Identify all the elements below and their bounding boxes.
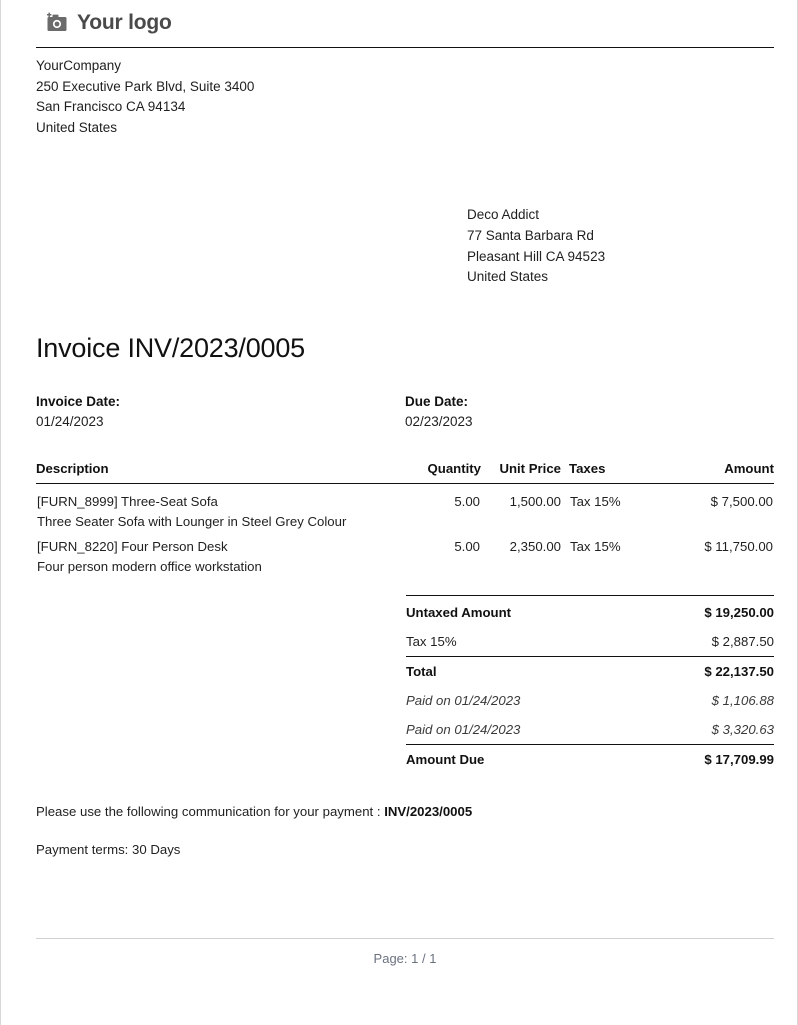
- totals-section: [406, 595, 774, 774]
- line-item-amount: $ 7,500.00: [710, 493, 773, 509]
- due-date-block: [405, 392, 774, 433]
- line-items-body: [36, 483, 774, 575]
- invoice-body: [36, 0, 774, 857]
- payment-label: Paid on 01/24/2023: [406, 721, 521, 737]
- payment-communication-reference: INV/2023/0005: [384, 803, 473, 819]
- table-row: [36, 530, 774, 575]
- payment-communication-note: [36, 802, 774, 822]
- untaxed-amount-value: $ 19,250.00: [635, 595, 774, 627]
- footer-divider: [36, 938, 774, 939]
- payment-value: $ 3,320.63: [711, 721, 774, 737]
- tax-label: Tax 15%: [406, 633, 457, 649]
- date-section: [36, 392, 774, 433]
- column-header-taxes: Taxes: [569, 461, 664, 484]
- line-item-taxes: Tax 15%: [570, 538, 621, 554]
- payment-terms: Payment terms: 30 Days: [36, 841, 181, 857]
- page-title: Invoice INV/2023/0005: [36, 332, 305, 363]
- totals-row-amount-due: [406, 744, 774, 774]
- line-item-name: [FURN_8220] Four Person Desk: [37, 538, 228, 554]
- column-header-unit-price: Unit Price: [481, 461, 569, 484]
- totals-row-payment: [406, 686, 774, 715]
- table-row: [36, 483, 774, 530]
- company-country: United States: [36, 119, 118, 135]
- table-header-row: [36, 461, 774, 484]
- totals-row-untaxed: [406, 595, 774, 627]
- page-number: Page: 1 / 1: [373, 951, 437, 966]
- due-date-value: 02/23/2023: [405, 414, 473, 430]
- totals-row-payment: [406, 715, 774, 745]
- line-item-name: [FURN_8999] Three-Seat Sofa: [37, 493, 218, 509]
- customer-street: 77 Santa Barbara Rd: [467, 227, 594, 243]
- line-item-unit-price: 2,350.00: [509, 538, 561, 554]
- logo-header: [36, 0, 774, 46]
- payment-label: Paid on 01/24/2023: [406, 692, 521, 708]
- invoice-date-label: Invoice Date:: [36, 393, 121, 409]
- line-item-description: [36, 530, 389, 575]
- tax-value: $ 2,887.50: [711, 633, 774, 649]
- total-value: $ 22,137.50: [635, 656, 774, 686]
- logo-text: Your logo: [77, 11, 172, 34]
- payment-value: $ 1,106.88: [711, 692, 774, 708]
- customer-city: Pleasant Hill CA 94523: [467, 248, 606, 264]
- line-item-quantity: 5.00: [454, 493, 480, 509]
- line-item-description: [36, 483, 389, 530]
- column-header-amount: Amount: [664, 461, 774, 484]
- payment-communication-text: Please use the following communication for your payment :: [36, 803, 385, 819]
- line-item-taxes: Tax 15%: [570, 493, 621, 509]
- line-item-subtitle: Three Seater Sofa with Lounger in Steel Grey Colour: [37, 513, 347, 529]
- customer-country: United States: [467, 269, 549, 285]
- customer-name: Deco Addict: [467, 207, 540, 223]
- amount-due-label: Amount Due: [406, 744, 635, 774]
- totals-row-tax: [406, 627, 774, 657]
- column-header-description: Description: [36, 461, 389, 484]
- invoice-date-value: 01/24/2023: [36, 414, 104, 430]
- company-street: 250 Executive Park Blvd, Suite 3400: [36, 78, 255, 94]
- line-item-subtitle: Four person modern office workstation: [37, 558, 262, 574]
- totals-row-total: [406, 656, 774, 686]
- company-address: [36, 56, 774, 138]
- company-city: San Francisco CA 94134: [36, 99, 186, 115]
- camera-image-placeholder-icon: [46, 12, 68, 34]
- line-item-unit-price: 1,500.00: [509, 493, 561, 509]
- untaxed-amount-label: Untaxed Amount: [406, 595, 635, 627]
- line-item-quantity: 5.00: [454, 538, 480, 554]
- company-name: YourCompany: [36, 58, 122, 73]
- total-label: Total: [406, 656, 635, 686]
- invoice-date-block: [36, 392, 405, 433]
- amount-due-value: $ 17,709.99: [635, 744, 774, 774]
- line-item-amount: $ 11,750.00: [704, 538, 773, 554]
- customer-address: [467, 205, 774, 287]
- line-items-table: [36, 461, 774, 575]
- page-footer: [36, 938, 774, 966]
- due-date-label: Due Date:: [405, 393, 469, 409]
- header-divider: [36, 47, 774, 48]
- totals-table: [406, 595, 774, 774]
- column-header-quantity: Quantity: [389, 461, 481, 484]
- line-items-header: [36, 461, 774, 484]
